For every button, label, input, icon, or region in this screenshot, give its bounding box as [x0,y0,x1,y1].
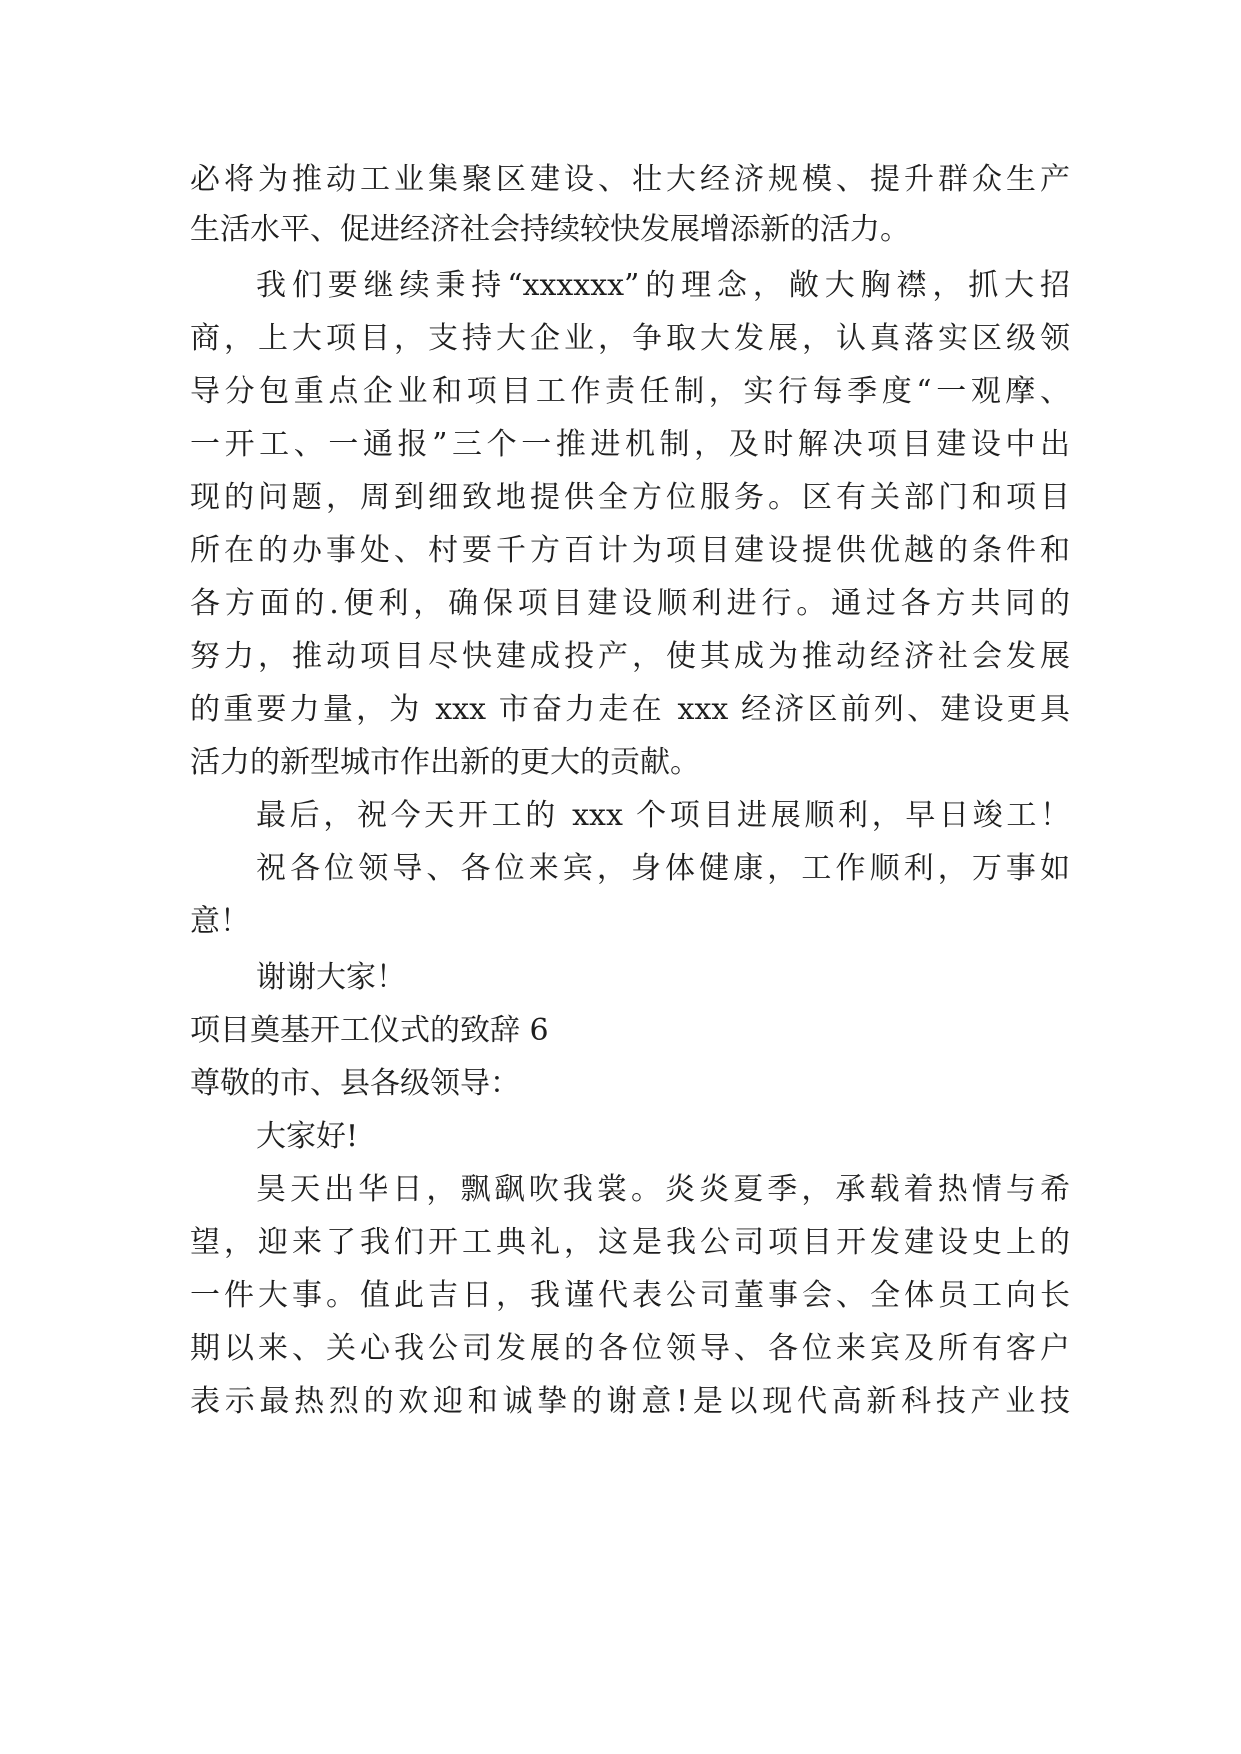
paragraph-line: 期以来、关心我公司发展的各位领导、各位来宾及所有客户 [190,1331,1070,1366]
paragraph-line: 各方面的.便利，确保项目建设顺利进行。通过各方共同的 [190,586,1070,621]
greeting: 大家好! [256,1119,359,1154]
paragraph-line: 必将为推动工业集聚区建设、壮大经济规模、提升群众生产 [190,162,1070,197]
paragraph-line: 祝各位领导、各位来宾，身体健康，工作顺利，万事如 [256,851,1070,886]
paragraph-line: 导分包重点企业和项目工作责任制，实行每季度“一观摩、 [190,374,1070,409]
paragraph-line: 所在的办事处、村要千方百计为项目建设提供优越的条件和 [190,533,1070,568]
paragraph-line: 我们要继续秉持“xxxxxx”的理念，敞大胸襟，抓大招 [256,268,1070,303]
paragraph-line: 意！ [190,904,250,939]
paragraph-line: 一件大事。值此吉日，我谨代表公司董事会、全体员工向长 [190,1278,1070,1313]
paragraph-line: 望，迎来了我们开工典礼，这是我公司项目开发建设史上的 [190,1225,1070,1260]
section-heading: 项目奠基开工仪式的致辞 6 [190,1013,549,1048]
paragraph-line: 商，上大项目，支持大企业，争取大发展，认真落实区级领 [190,321,1070,356]
paragraph-line: 昊天出华日，飘飖吹我裳。炎炎夏季，承载着热情与希 [256,1172,1070,1207]
paragraph-line: 现的问题，周到细致地提供全方位服务。区有关部门和项目 [190,480,1070,515]
paragraph-line: 一开工、一通报”三个一推进机制，及时解决项目建设中出 [190,427,1070,462]
paragraph-line: 的重要力量，为 xxx 市奋力走在 xxx 经济区前列、建设更具 [190,692,1070,727]
paragraph-line: 表示最热烈的欢迎和诚挚的谢意!是以现代高新科技产业技 [190,1384,1070,1419]
paragraph-line: 生活水平、促进经济社会持续较快发展增添新的活力。 [190,212,910,247]
paragraph-line: 谢谢大家！ [256,960,406,995]
paragraph-line: 活力的新型城市作出新的更大的贡献。 [190,745,700,780]
salutation: 尊敬的市、县各级领导： [190,1066,520,1101]
paragraph-line: 努力，推动项目尽快建成投产，使其成为推动经济社会发展 [190,639,1070,674]
paragraph-line: 最后，祝今天开工的 xxx 个项目进展顺利，早日竣工！ [256,798,1070,833]
